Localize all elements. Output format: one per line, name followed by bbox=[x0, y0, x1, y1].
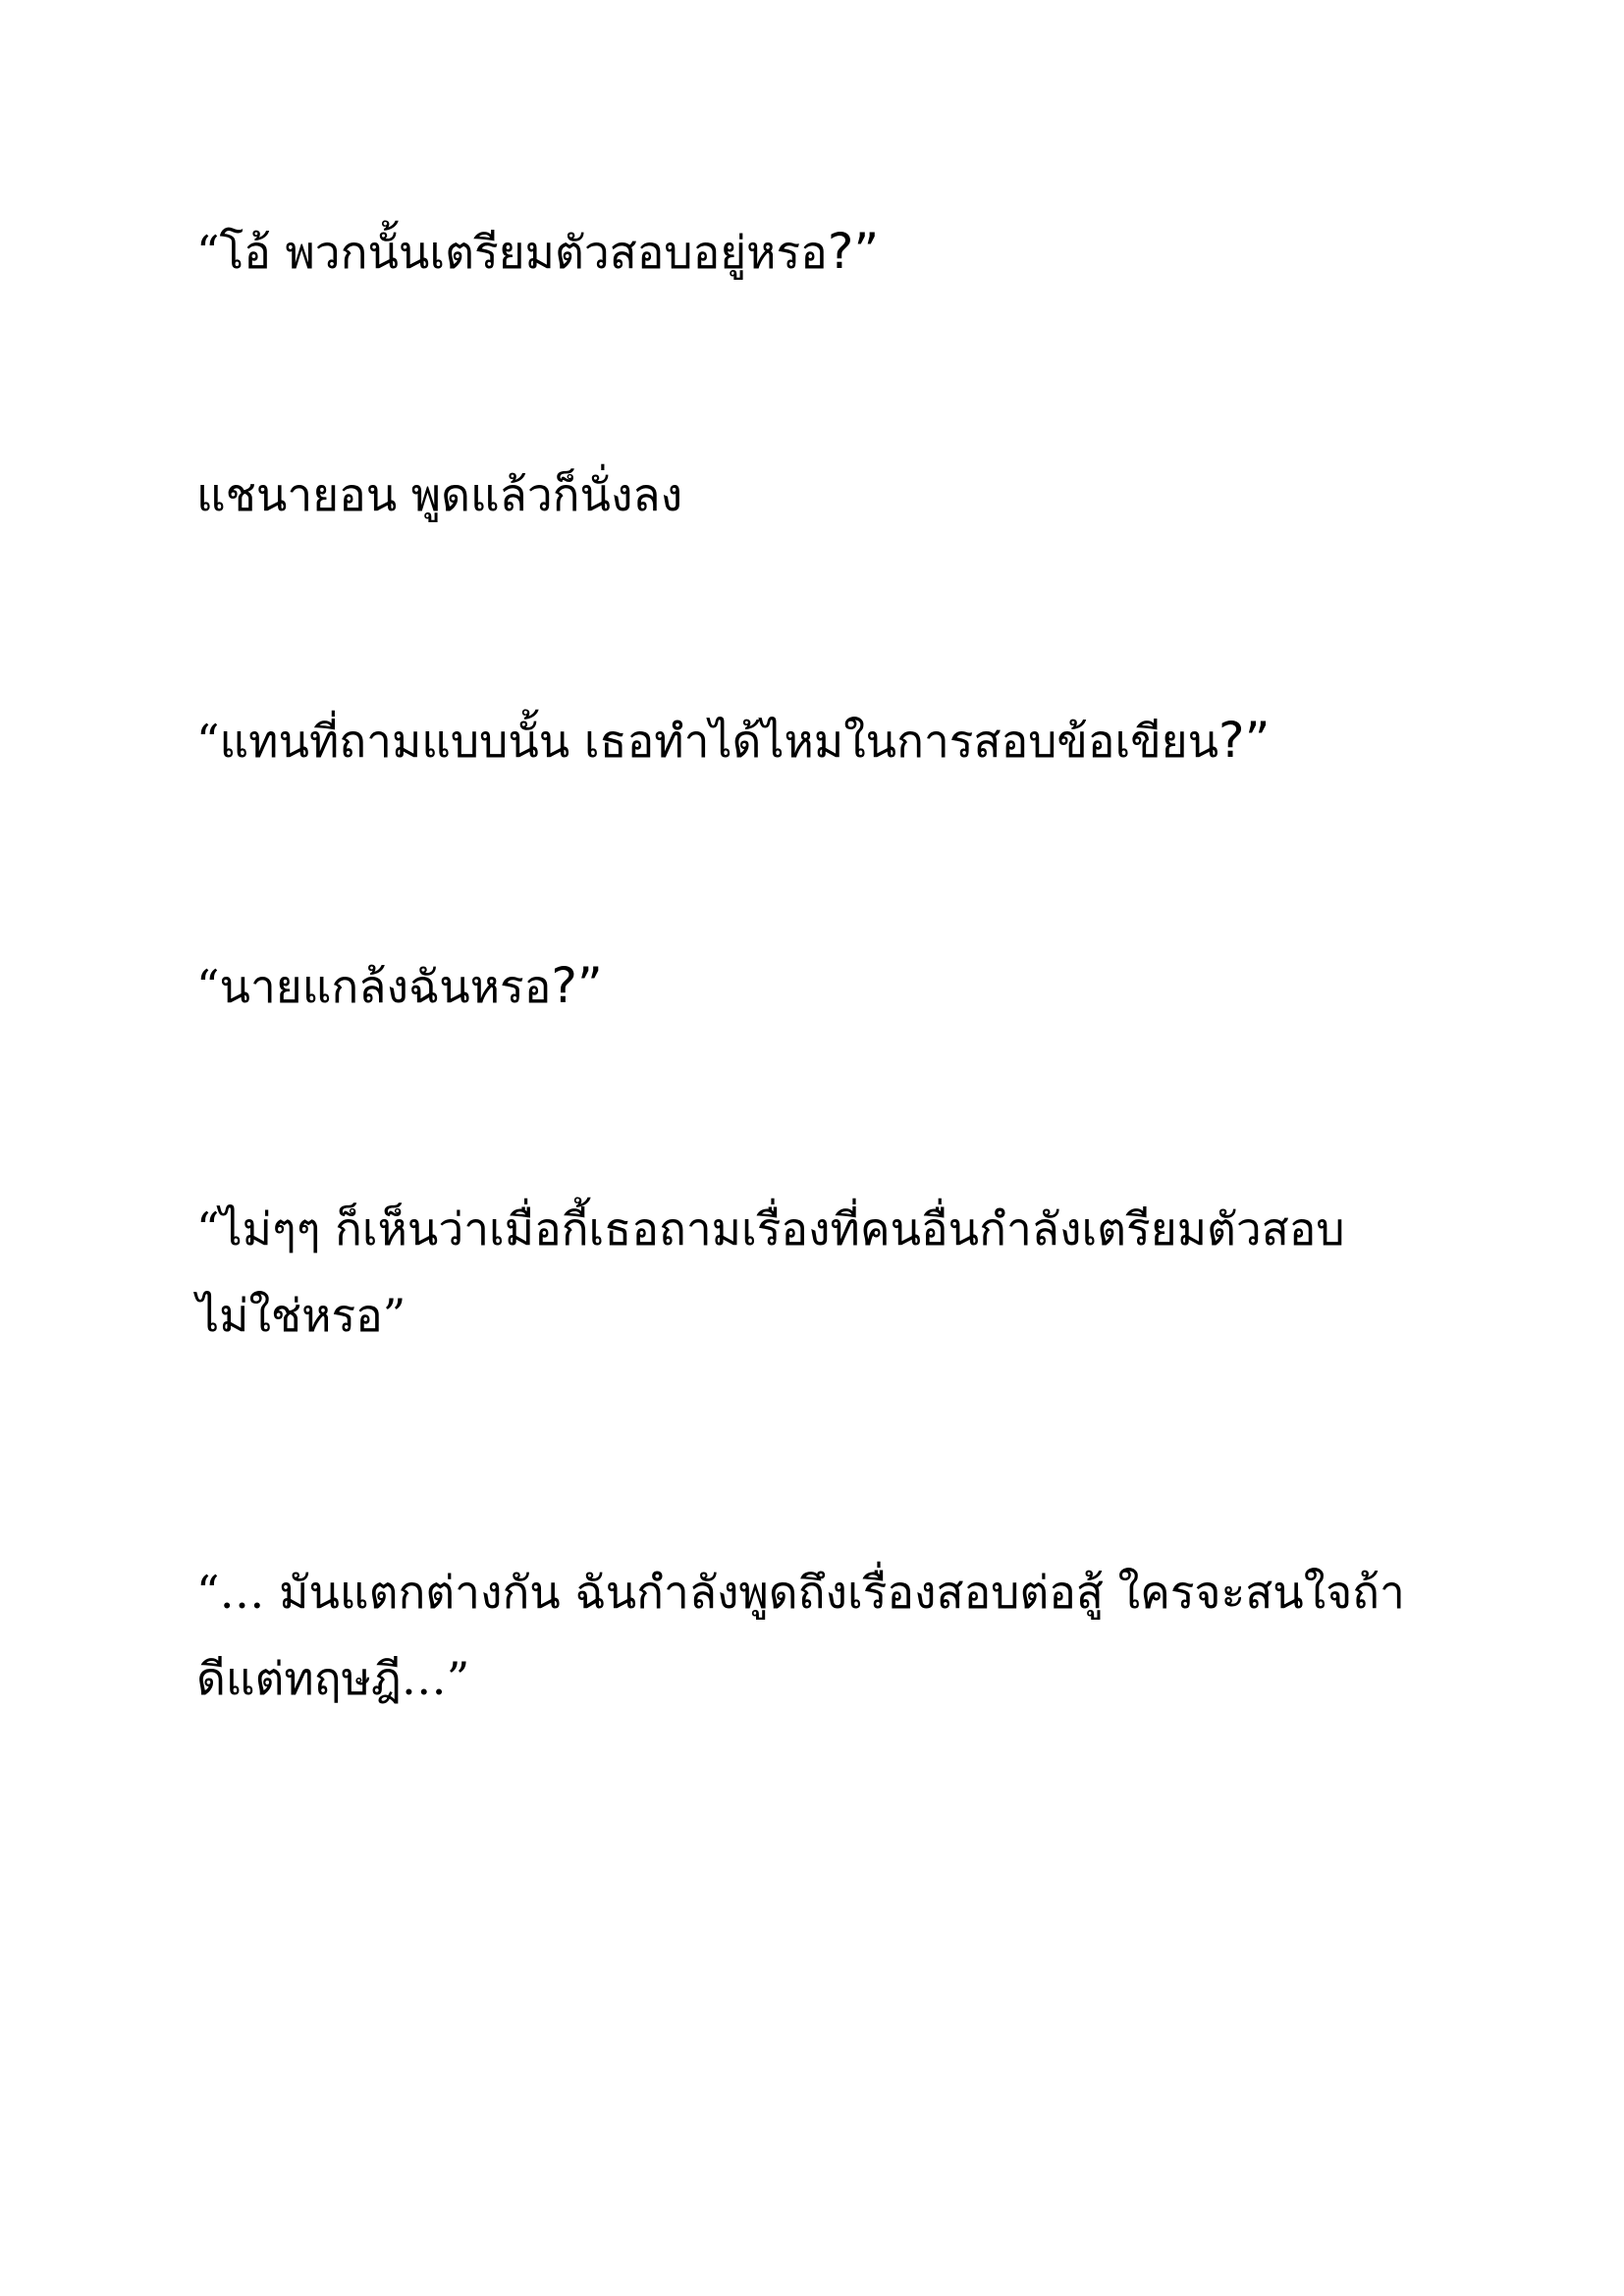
close-quote: ” bbox=[576, 957, 603, 1014]
dialogue-line bbox=[196, 942, 1434, 1030]
line-text: … มันแตกต่างกัน ฉันกำลังพูดถึงเรื่องสอบต่อสู้ ใครจะสนใจถ้า ดีแต่ทฤษฎี… bbox=[196, 1566, 1405, 1705]
close-quote: ” bbox=[853, 223, 880, 280]
question-mark: ? bbox=[827, 223, 854, 280]
question-mark: ? bbox=[551, 957, 577, 1014]
narration-line bbox=[196, 452, 1434, 538]
line-text: นายแกล้งฉันหรอ bbox=[219, 960, 552, 1013]
dialogue-line bbox=[196, 208, 1434, 295]
line-text: ไม่ๆๆ ก็เห็นว่าเมื่อกี้เธอถามเรื่องที่คนอื่นกำลังเตรียมตัวสอบ ไม่ใช่หรอ bbox=[196, 1202, 1345, 1342]
open-quote: “ bbox=[196, 715, 220, 768]
open-quote: “ bbox=[196, 226, 220, 279]
close-quote: ” bbox=[382, 1289, 406, 1342]
open-quote: “ bbox=[196, 1566, 220, 1619]
close-quote: ” bbox=[1244, 712, 1271, 769]
line-text: แชนายอน พูดแล้วก็นั่งลง bbox=[196, 468, 683, 521]
question-mark: ? bbox=[1218, 712, 1245, 769]
dialogue-line bbox=[196, 1549, 1434, 1722]
dialogue-line bbox=[196, 697, 1434, 784]
line-text: โอ้ พวกนั้นเตรียมตัวสอบอยู่หรอ bbox=[219, 226, 828, 279]
line-text: แทนที่ถามแบบนั้น เธอทำได้ไหมในการสอบข้อเขียน bbox=[219, 715, 1219, 768]
dialogue-line bbox=[196, 1186, 1434, 1359]
open-quote: “ bbox=[196, 960, 220, 1013]
close-quote: ” bbox=[446, 1652, 470, 1705]
open-quote: “ bbox=[196, 1202, 220, 1255]
